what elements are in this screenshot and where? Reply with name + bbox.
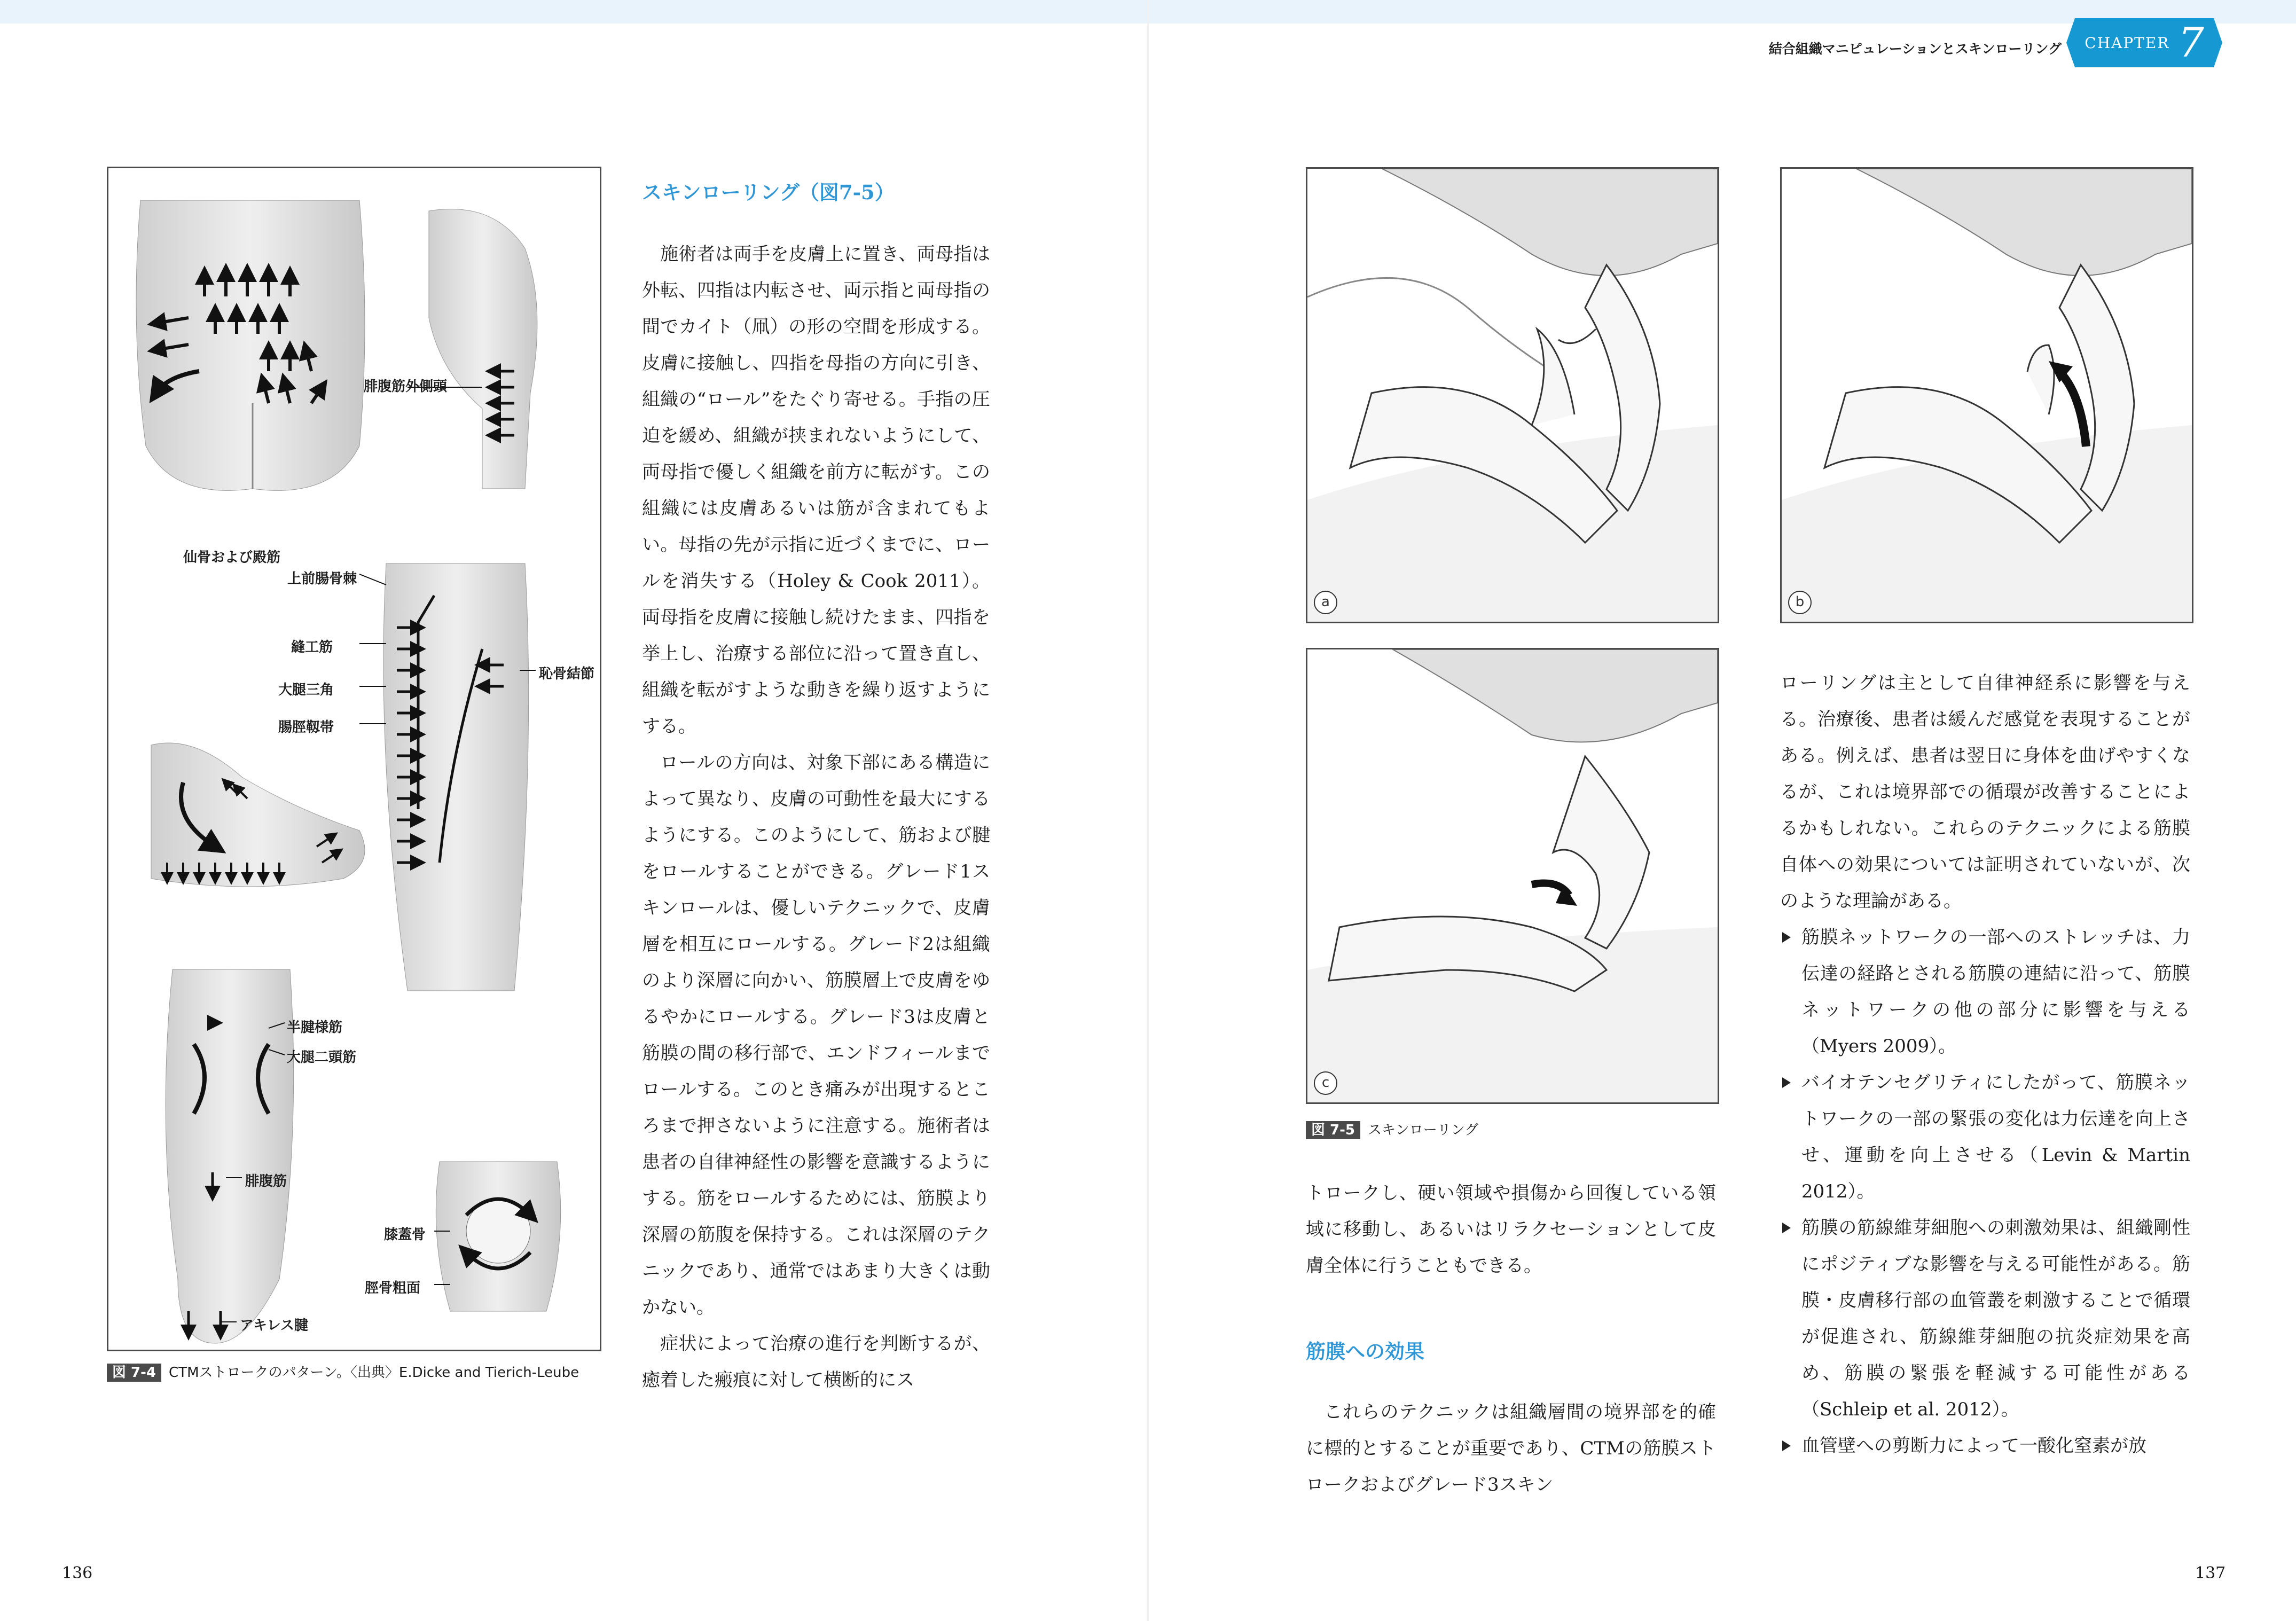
label-achilles: アキレス腱 [240,1318,308,1334]
paragraph: ロールの方向は、対象下部にある構造によって異なり、皮膚の可動性を最大にするようにする。このようにして、筋および腱をロールすることができる。グレード1スキンロールは、優しいテクニックで、皮膚層を相互にロールする。グレード2は組織のより深層に向かい、筋膜層上で皮膚をゆるやかにロールする。グレード3は皮膚と筋膜の間の移行部で、エンドフィールまでロールする。このとき痛みが出現するところまで押さないように注意する。施術者は患者の自律神経性の影響を意識するようにする。筋をロールするためには、筋膜より深層の筋腹を保持する。これは深層のテクニックであり、通常ではあまり大きくは動かない。 [642,752,990,1318]
chapter-label: CHAPTER [2085,34,2170,52]
panel-label-c: c [1314,1071,1337,1095]
effects-bullet-list [1780,919,2190,1464]
panel-label-a: a [1314,591,1337,614]
bullet-item: 血管壁への剪断力によって一酸化窒素が放 [1780,1428,2190,1464]
label-semitendinosus: 半腱様筋 [287,1020,343,1036]
page-number-left: 136 [62,1564,93,1583]
paragraph: 症状によって治療の進行を判断するが、癒着した瘢痕に対して横断的にス [642,1333,990,1391]
label-sartorius: 縫工筋 [291,639,333,655]
right-column-2 [1780,665,2190,1464]
label-pubic-tubercle: 恥骨結節 [539,666,595,682]
label-sacrum-gluteal: 仙骨および殿筋 [183,550,281,566]
figure-7-5-tag: 図 7-5 [1306,1121,1360,1139]
bullet-item: バイオテンセグリティにしたがって、筋膜ネットワークの一部の緊張の変化は力伝達を向上させ、運動を向上させる（Levin & Martin 2012）。 [1780,1064,2190,1210]
label-asis: 上前腸骨棘 [287,571,357,587]
label-it-band: 腸脛靱帯 [278,719,334,735]
hands-illustration-c [1307,649,1718,1102]
figure-7-4-illustration [107,167,601,1351]
left-text-column [642,236,990,1398]
figure-7-5-panel-c [1306,648,1719,1104]
page-gutter [1147,0,1149,1621]
bullet-item: 筋膜の筋線維芽細胞への刺激効果は、組織剛性にポジティブな影響を与える可能性がある。筋膜・皮膚移行部の血管叢を刺激することで循環が促進され、筋線維芽細胞の抗炎症効果を高め、筋膜の緊張を軽減する可能性がある（Schleip et al. 2012）。 [1780,1210,2190,1428]
hands-illustration-b [1782,169,2192,622]
running-header-title: 結合組織マニピュレーションとスキンローリング [1768,41,2062,57]
page-number-right: 137 [2195,1564,2226,1583]
continuation-paragraph: トロークし、硬い領域や損傷から回復している領域に移動し、あるいはリラクセーションとして皮膚全体に行うこともできる。 [1306,1183,1716,1277]
skin-rolling-heading: スキンローリング（図7-5） [642,181,895,204]
bullet-item: 筋膜ネットワークの一部へのストレッチは、力伝達の経路とされる筋膜の連結に沿って、筋膜ネットワークの他の部分に影響を与える（Myers 2009）。 [1780,919,2190,1064]
paragraph: ローリングは主として自律神経系に影響を与える。治療後、患者は緩んだ感覚を表現することがある。例えば、患者は翌日に身体を曲げやすくなるが、これは境界部での循環が改善することによるかもしれない。これらのテクニックによる筋膜自体への効果については証明されていないが、次のような理論がある。 [1780,672,2190,912]
figure-7-5-panel-b [1780,167,2193,623]
right-column-1-continuation [1306,1175,1716,1284]
panel-label-b: b [1788,591,1812,614]
figure-7-5-panel-a [1306,167,1719,623]
figure-7-4-tag: 図 7-4 [107,1364,161,1382]
paragraph: 施術者は両手を皮膚上に置き、両母指は外転、四指は内転させ、両示指と両母指の間でカイト（凧）の形の空間を形成する。皮膚に接触し、四指を母指の方向に引き、組織の“ロール”をたぐり寄せる。手指の圧迫を緩め、組織が挟まれないようにして、両母指で優しく組織を前方に転がす。この組織には皮膚あるいは筋が含まれてもよい。母指の先が示指に近づくまでに、ロールを消失する（Holey & Cook 2011）。両母指を皮膚に接触し続けたまま、四指を挙上し、治療する部位に沿って置き直し、組織を転がすような動きを繰り返すようにする。 [642,244,990,737]
hands-illustration-a [1307,169,1718,622]
right-column-1-effects [1306,1394,1716,1503]
figure-7-5-caption [1306,1118,1712,1142]
fascia-effects-heading: 筋膜への効果 [1306,1340,1424,1363]
paragraph: これらのテクニックは組織層間の境界部を的確に標的とすることが重要であり、CTMの筋膜ストロークおよびグレード3スキン [1306,1401,1716,1495]
figure-7-5-caption-text: スキンローリング [1368,1122,1479,1138]
chapter-number: 7 [2178,19,2204,66]
label-tibial-tuberosity: 脛骨粗面 [365,1280,421,1296]
label-biceps-femoris: 大腿二頭筋 [287,1050,357,1066]
label-gastrocnemius-lateral-head: 腓腹筋外側頭 [364,379,448,395]
figure-7-4-caption [107,1361,609,1384]
label-patella: 膝蓋骨 [384,1227,426,1243]
figure-7-4-caption-text: CTMストロークのパターン。〈出典〉E.Dicke and Tierich-Leube [169,1365,579,1381]
label-gastrocnemius: 腓腹筋 [245,1173,287,1189]
chapter-tab [2075,18,2214,67]
label-femoral-triangle: 大腿三角 [278,682,334,698]
ctm-stroke-pattern-drawing [108,168,600,1350]
